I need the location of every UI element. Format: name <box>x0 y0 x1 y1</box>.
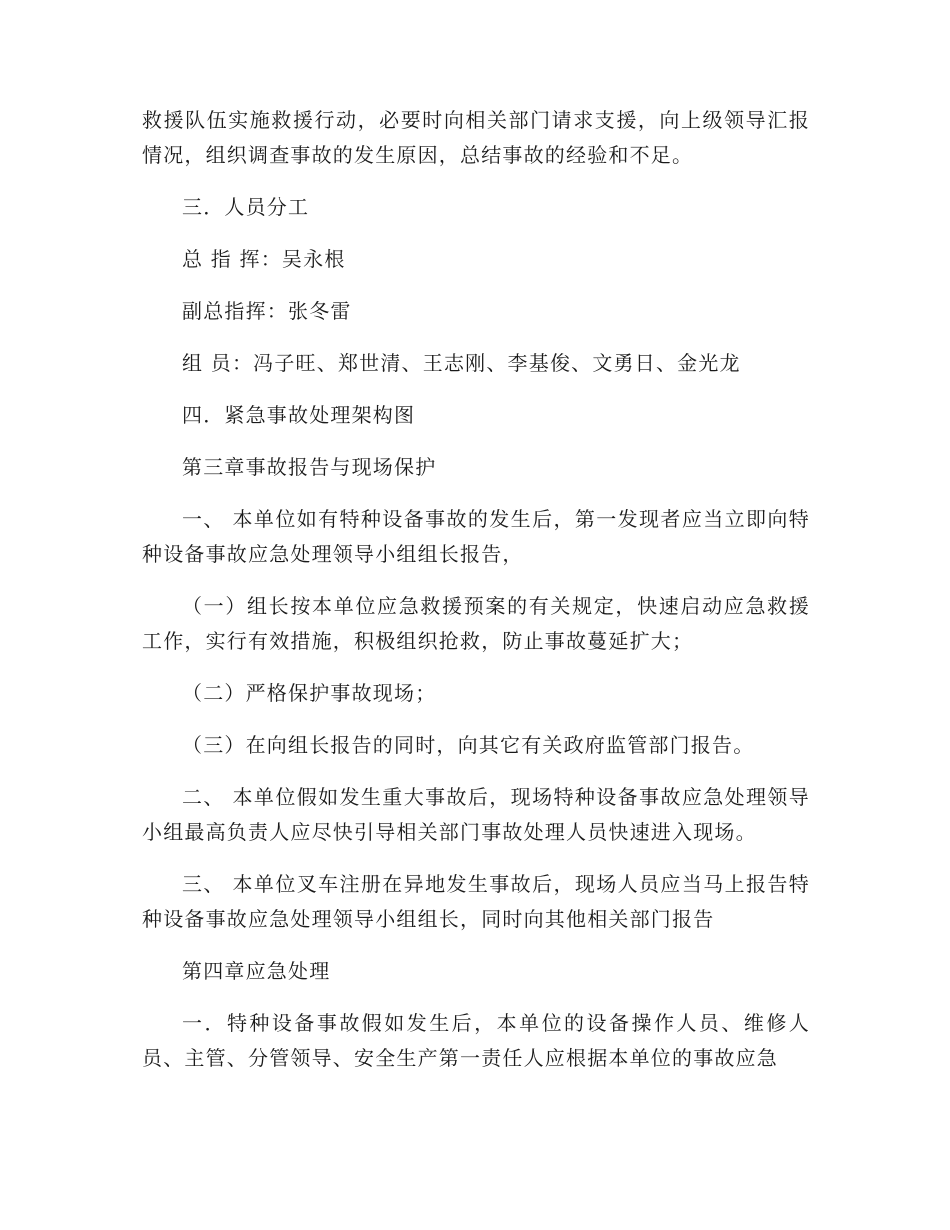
paragraph-rescue-continuation: 救援队伍实施救援行动，必要时向相关部门请求支援，向上级领导汇报情况，组织调查事故的发生原因，总结事故的经验和不足。 <box>142 108 810 167</box>
paragraph-report-1: 一、 本单位如有特种设备事故的发生后，第一发现者应当立即向特种设备事故应急处理领导小组组长报告， <box>142 507 810 566</box>
chapter-heading-4: 第四章应急处理 <box>182 959 331 983</box>
paragraph-report-2: 二、 本单位假如发生重大事故后，现场特种设备事故应急处理领导小组最高负责人应尽快引导相关部门事故处理人员快速进入现场。 <box>142 785 810 844</box>
team-members-line: 组 员：冯子旺、郑世清、王志刚、李基俊、文勇日、金光龙 <box>182 351 741 375</box>
document-body <box>142 103 810 1076</box>
paragraph-report-1-c: （三）在向组长报告的同时，向其它有关政府监管部门报告。 <box>182 733 755 757</box>
paragraph-report-1-a: （一）组长按本单位应急救援预案的有关规定，快速启动应急救援工作，实行有效措施，积极组织抢救，防止事故蔓延扩大； <box>142 594 810 653</box>
paragraph-report-3: 三、 本单位叉车注册在异地发生事故后，现场人员应当马上报告特种设备事故应急处理领导小组组长，同时向其他相关部门报告 <box>142 872 810 931</box>
deputy-commander-line: 副总指挥：张冬雷 <box>182 299 352 323</box>
paragraph-emergency-1: 一．特种设备事故假如发生后，本单位的设备操作人员、维修人员、主管、分管领导、安全生产第一责任人应根据本单位的事故应急 <box>142 1011 810 1070</box>
paragraph-report-1-b: （二）严格保护事故现场； <box>182 681 437 705</box>
section-heading-staffing: 三．人员分工 <box>182 195 310 219</box>
commander-line: 总 指 挥：吴永根 <box>182 247 346 271</box>
section-heading-structure-chart: 四．紧急事故处理架构图 <box>182 403 416 427</box>
chapter-heading-3: 第三章事故报告与现场保护 <box>182 455 437 479</box>
